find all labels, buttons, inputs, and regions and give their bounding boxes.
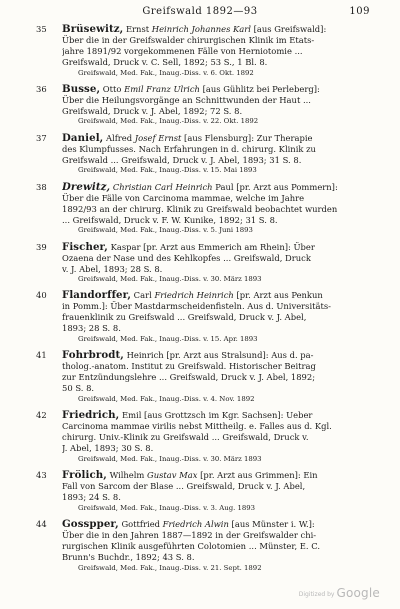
author-middle-names: Josef Ernst [134, 132, 182, 143]
author-surname: Daniel, [62, 132, 104, 144]
entry-text-line: tholog.-anatom. Institut zu Greifswald. Historischer Beitrag [62, 361, 316, 372]
author-given-name: Otto [100, 83, 125, 94]
author-surname: Flandorffer, [62, 290, 132, 302]
bibliography-entry [36, 519, 370, 573]
entry-text-line: Über die Heilungsvorgänge an Schnittwunden der Haut ... [62, 94, 311, 105]
entry-body [62, 470, 370, 513]
entry-first-line [62, 350, 370, 361]
entry-text-line: in Pomm.]: Über Mastdarmscheidenfisteln. Aus d. Universitäts- [62, 301, 332, 312]
author-surname: Fischer, [62, 241, 108, 253]
entry-body [62, 133, 370, 176]
page-number: 109 [349, 6, 370, 17]
entry-first-line [62, 290, 370, 301]
entry-body [62, 182, 370, 236]
entry-body [62, 410, 370, 464]
author-surname: Gosspper, [62, 519, 119, 531]
dissertation-note: Greifswald, Med. Fak., Inaug.-Diss. v. 6. Okt. 1892 [78, 68, 254, 77]
author-surname: Friedrich, [62, 410, 120, 422]
entry-text-line: Greifswald, Druck v. J. Abel, 1892; 72 S. 8. [62, 105, 243, 116]
entry-number: 42 [36, 410, 47, 421]
entry-title-start: [pr. Arzt aus Grimmen]: Ein [197, 470, 318, 481]
author-given-name: Emil [119, 410, 145, 421]
entry-first-line [62, 410, 370, 421]
entry-first-line [62, 242, 370, 253]
entry-first-line [62, 519, 370, 530]
entry-first-line [62, 84, 370, 95]
dissertation-note: Greifswald, Med. Fak., Inaug.-Diss. v. 30. März 1893 [78, 454, 262, 463]
author-middle-names: Friedrich Heinrich [154, 290, 234, 301]
author-given-name: Heinrich [123, 350, 167, 361]
bibliography-entry [36, 350, 370, 404]
author-surname: Busse, [62, 83, 101, 95]
entry-text-line: Über die in den Jahren 1887—1892 in der Greifswalder chi- [62, 530, 317, 541]
entry-title-start: [pr. Arzt aus Emmerich am Rhein]: Über [143, 241, 315, 252]
entry-number: 39 [36, 241, 47, 252]
dissertation-note: Greifswald, Med. Fak., Inaug.-Diss. v. 30. März 1893 [78, 275, 262, 284]
digitized-watermark [299, 582, 380, 601]
entry-number: 35 [36, 24, 47, 34]
dissertation-note: Greifswald, Med. Fak., Inaug.-Diss. v. 22. Okt. 1892 [78, 117, 259, 126]
entry-title-start: [pr. Arzt aus Penkun [233, 290, 323, 301]
entry-title-start: [aus Grottzsch im Kgr. Sachsen]: Ueber [144, 410, 313, 421]
entry-body [62, 242, 370, 285]
watermark-prefix: Digitized by [298, 591, 335, 598]
entry-body [62, 350, 370, 404]
entry-text-line: Carcinoma mammae virilis nebst Mittheilg. e. Falles aus d. Kgl. [62, 421, 332, 432]
bibliography-entry [36, 133, 370, 176]
entry-number: 44 [36, 519, 47, 530]
author-given-name: Wilhelm [106, 470, 148, 481]
dissertation-note: Greifswald, Med. Fak., Inaug.-Diss. v. 4. Nov. 1892 [78, 394, 255, 403]
running-title: Greifswald 1892—93 [142, 6, 258, 17]
bibliography-entry [36, 410, 370, 464]
author-surname: Fohrbrodt, [62, 350, 124, 362]
entry-text-line: rurgischen Klinik ausgeführten Colotomien ... Münster, E. C. [62, 541, 320, 552]
entry-text-line: Greifswald ... Greifswald, Druck v. J. Abel, 1893; 31 S. 8. [62, 154, 302, 165]
bibliography-entry [36, 290, 370, 344]
entry-text-line: Über die Fälle von Carcinoma mammae, welche im Jahre [62, 192, 305, 203]
author-given-name: Alfred [103, 132, 135, 143]
author-middle-names: Friedrich Alwin [162, 519, 229, 530]
entry-text-line: 1893; 24 S. 8. [62, 492, 121, 503]
entry-text-line: Über die in der Greifswalder chirurgischen Klinik im Etats- [62, 35, 315, 45]
entry-first-line [62, 133, 370, 144]
author-given-name: Carl [131, 290, 155, 301]
running-header [0, 6, 400, 20]
dissertation-note: Greifswald, Med. Fak., Inaug.-Diss. v. 15. Mai 1893 [78, 166, 257, 175]
author-surname: Drewitz, [62, 181, 111, 193]
entry-text-line: zur Entzündungslehre ... Greifswald, Druck v. J. Abel, 1892; [62, 372, 316, 383]
entry-text-line: v. J. Abel, 1893; 28 S. 8. [62, 263, 163, 274]
entry-number: 40 [36, 290, 47, 301]
entry-text-line: Greifswald, Druck v. C. Sell, 1892; 53 S., 1 Bl. 8. [62, 57, 268, 67]
entry-body [62, 84, 370, 127]
entry-title-start: [aus Greifswald]: [250, 24, 327, 34]
entry-first-line [62, 182, 370, 193]
dissertation-note: Greifswald, Med. Fak., Inaug.-Diss. v. 21. Sept. 1892 [78, 563, 262, 572]
entry-first-line [62, 470, 370, 481]
author-surname: Frölich, [62, 470, 107, 482]
entry-title-start: Paul [pr. Arzt aus Pommern]: [212, 181, 338, 192]
entry-number: 38 [36, 181, 47, 192]
bibliography-entry [36, 242, 370, 285]
dissertation-note: Greifswald, Med. Fak., Inaug.-Diss. v. 5. Juni 1893 [78, 226, 253, 235]
entry-text-line: J. Abel, 1893; 30 S. 8. [62, 443, 154, 454]
author-surname: Brüsewitz, [62, 24, 124, 35]
dissertation-note: Greifswald, Med. Fak., Inaug.-Diss. v. 15. Apr. 1893 [78, 334, 258, 343]
author-middle-names: Emil Franz Ulrich [124, 83, 200, 94]
bibliography-entry [36, 24, 370, 78]
entry-body [62, 290, 370, 344]
entry-text-line: 1892/93 an der chirurg. Klinik zu Greifswald beobachtet wurden [62, 203, 338, 214]
entry-text-line: Ozaena der Nase und des Kehlkopfes ... Greifswald, Druck [62, 252, 311, 263]
author-middle-names: Christian Carl Heinrich [112, 181, 213, 192]
entry-text-line: frauenklinik zu Greifswald ... Greifswald, Druck v. J. Abel, [62, 312, 307, 323]
author-given-name: Kaspar [107, 241, 144, 252]
entry-text-line: Brunn's Buchdr., 1892; 43 S. 8. [62, 552, 195, 563]
entry-text-line: Fall von Sarcom der Blase ... Greifswald, Druck v. J. Abel, [62, 481, 306, 492]
author-middle-names: Gustav Max [147, 470, 198, 481]
entry-title-start: [pr. Arzt aus Stralsund]: Aus d. pa- [166, 350, 314, 361]
entry-number: 36 [36, 83, 47, 94]
entry-number: 37 [36, 132, 47, 143]
entry-title-start: [aus Gühlitz bei Perleberg]: [199, 83, 320, 94]
bibliography-entry [36, 84, 370, 127]
author-middle-names: Heinrich Johannes Karl [151, 24, 251, 34]
bibliography-entry [36, 182, 370, 236]
entry-first-line [62, 24, 370, 35]
bibliography-list [36, 24, 370, 579]
entry-body [62, 24, 370, 78]
entry-body [62, 519, 370, 573]
entry-title-start: [aus Münster i. W.]: [228, 519, 315, 530]
entry-text-line: 50 S. 8. [62, 383, 95, 394]
entry-text-line: des Klumpfusses. Nach Erfahrungen in d. chirurg. Klinik zu [62, 143, 316, 154]
entry-text-line: jahre 1891/92 vorgekommenen Fälle von Herniotomie ... [62, 46, 303, 56]
entry-number: 41 [36, 350, 47, 361]
entry-text-line: chirurg. Univ.-Klinik zu Greifswald ... Greifswald, Druck v. [62, 432, 309, 443]
entry-text-line: 1893; 28 S. 8. [62, 323, 121, 334]
entry-title-start: [aus Flensburg]: Zur Therapie [181, 132, 313, 143]
author-given-name: Ernst [123, 24, 152, 34]
entry-text-line: ... Greifswald, Druck v. F. W. Kunike, 1892; 31 S. 8. [62, 214, 278, 225]
bibliography-entry [36, 470, 370, 513]
author-given-name: Gottfried [118, 519, 163, 530]
entry-number: 43 [36, 470, 47, 481]
watermark-brand: Google [336, 586, 380, 600]
dissertation-note: Greifswald, Med. Fak., Inaug.-Diss. v. 3. Aug. 1893 [78, 503, 256, 512]
